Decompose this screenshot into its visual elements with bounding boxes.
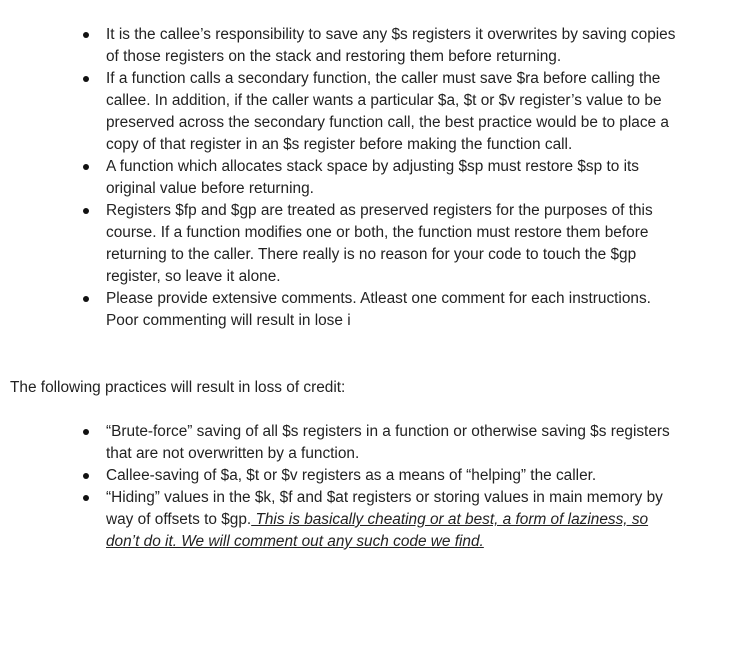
list-item bbox=[106, 24, 676, 68]
list-item-text: A function which allocates stack space by adjusting $sp must restore $sp to its original value before returning. bbox=[106, 158, 639, 197]
list-item bbox=[106, 68, 676, 156]
list-item bbox=[106, 156, 676, 200]
list-item-text: “Hiding” values in the $k, $f and $at registers or storing values in main memory by way of offsets to $gp. bbox=[106, 489, 663, 528]
loss-of-credit-list bbox=[0, 421, 732, 553]
list-item-text: If a function calls a secondary function, the caller must save $ra before calling the callee. In addition, if the caller wants a particular $a, $t or $v register’s value to be preserved across the secondary function call, the best practice would be to place a copy of that register in an $s register before making the function call. bbox=[106, 70, 669, 153]
list-item bbox=[106, 421, 676, 465]
warning-emphasis-text: This is basically cheating or at best, a form of laziness, so don’t do it. We will comment out any such code we find. bbox=[106, 511, 649, 550]
list-item bbox=[106, 465, 676, 487]
list-item-text: It is the callee’s responsibility to save any $s registers it overwrites by saving copies of those registers on the stack and restoring them before returning. bbox=[106, 26, 676, 65]
list-item-text: Please provide extensive comments. Atleast one comment for each instructions. Poor commenting will result in lose i bbox=[106, 290, 651, 329]
list-item-text: Callee-saving of $a, $t or $v registers as a means of “helping” the caller. bbox=[106, 467, 597, 484]
responsibilities-list bbox=[0, 24, 732, 332]
list-item-text: Registers $fp and $gp are treated as preserved registers for the purposes of this course. If a function modifies one or both, the function must restore them before returning to the caller. There really is no reason for your code to touch the $gp register, so leave it alone. bbox=[106, 202, 653, 285]
loss-of-credit-intro: The following practices will result in loss of credit: bbox=[10, 379, 346, 396]
list-item bbox=[106, 487, 676, 553]
list-item bbox=[106, 288, 676, 332]
list-item bbox=[106, 200, 676, 288]
list-item-text: “Brute-force” saving of all $s registers in a function or otherwise saving $s registers that are not overwritten by a function. bbox=[106, 423, 670, 462]
